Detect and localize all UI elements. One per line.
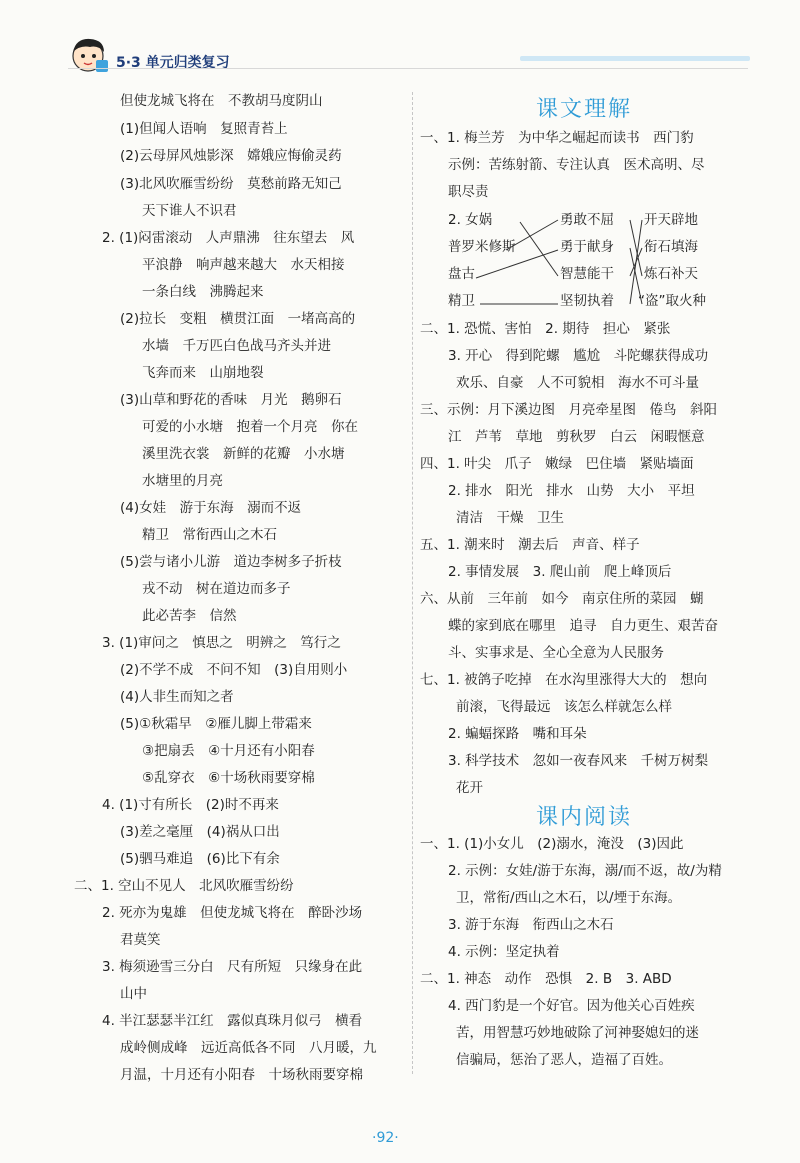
header-rule <box>68 68 748 69</box>
column-divider <box>412 92 413 1074</box>
answer-line: 天下谁人不识君 <box>142 203 237 219</box>
answer-line: (4)人非生而知之者 <box>120 689 234 705</box>
answer-line: 七、1. 被鸽子吃掉 在水沟里涨得大大的 想向 <box>420 672 708 688</box>
answer-line: 蝶的家到底在哪里 追寻 自力更生、艰苦奋 <box>448 618 718 634</box>
answer-line: 山中 <box>120 986 147 1002</box>
answer-line: 一、1. 梅兰芳 为中华之崛起而读书 西门豹 <box>420 130 694 146</box>
answer-line: (2)云母屏风烛影深 嫦娥应悔偷灵药 <box>120 148 342 164</box>
answer-line: 水塘里的月亮 <box>142 473 223 489</box>
answer-line: (2)拉长 变粗 横贯江面 一堵高高的 <box>120 311 356 327</box>
answer-line: 职尽责 <box>448 184 489 200</box>
match-left-item: 2. 女娲 <box>448 212 493 228</box>
answer-line: 3. 梅须逊雪三分白 尺有所短 只缘身在此 <box>102 959 363 975</box>
answer-line: 3. (1)审问之 慎思之 明辨之 笃行之 <box>102 635 341 651</box>
match-left-item: 盘古 <box>448 266 475 282</box>
answer-line: (3)差之毫厘 (4)祸从口出 <box>120 824 280 840</box>
answer-line: 斗、实事求是、全心全意为人民服务 <box>448 645 664 661</box>
answer-line: 溪里洗衣裳 新鲜的花瓣 小水塘 <box>142 446 345 462</box>
answer-line: 卫，常衔/西山之木石，以/堙于东海。 <box>456 890 682 906</box>
answer-line: 月温，十月还有小阳春 十场秋雨要穿棉 <box>120 1067 363 1083</box>
answer-line: 君莫笑 <box>120 932 161 948</box>
answer-line: 二、1. 恐慌、害怕 2. 期待 担心 紧张 <box>420 321 671 337</box>
answer-line: ⑤乱穿衣 ⑥十场秋雨要穿棉 <box>142 770 315 786</box>
answer-line: 信骗局，惩治了恶人，造福了百姓。 <box>456 1052 672 1068</box>
answer-line: (5)尝与诸小儿游 道边李树多子折枝 <box>120 554 342 570</box>
answer-line: 飞奔而来 山崩地裂 <box>142 365 264 381</box>
answer-line: 苦，用智慧巧妙地破除了河神娶媳妇的迷 <box>456 1025 699 1041</box>
match-left-item: 普罗米修斯 <box>448 239 516 255</box>
match-middle-item: 坚韧执着 <box>560 293 614 309</box>
answer-line: 2. 示例：女娃/游于东海，溺/而不返，故/为精 <box>448 863 722 879</box>
answer-line: 3. 科学技术 忽如一夜春风来 千树万树梨 <box>448 753 709 769</box>
answer-line: 示例：苦练射箭、专注认真 医术高明、尽 <box>448 157 705 173</box>
answer-line: 2. 死亦为鬼雄 但使龙城飞将在 醉卧沙场 <box>102 905 363 921</box>
answer-line: 3. 游于东海 衔西山之木石 <box>448 917 614 933</box>
answer-line: 二、1. 神态 动作 恐惧 2. B 3. ABD <box>420 971 672 987</box>
answer-line: 一、1. (1)小女儿 (2)溺水，淹没 (3)因此 <box>420 836 684 852</box>
answer-line: (3)山草和野花的香味 月光 鹅卵石 <box>120 392 342 408</box>
brand-title: 5·3 单元归类复习 <box>116 55 230 71</box>
answer-line: (3)北风吹雁雪纷纷 莫愁前路无知己 <box>120 176 342 192</box>
answer-line: 2. 事情发展 3. 爬山前 爬上峰顶后 <box>448 564 672 580</box>
answer-line: (5)驷马难追 (6)比下有余 <box>120 851 280 867</box>
answer-line: 2. 蝙蝠探路 嘴和耳朵 <box>448 726 587 742</box>
answer-line: 4. 半江瑟瑟半江红 露似真珠月似弓 横看 <box>102 1013 363 1029</box>
answer-line: (4)女娃 游于东海 溺而不返 <box>120 500 302 516</box>
match-right-item: 衔石填海 <box>644 239 698 255</box>
answer-line: 四、1. 叶尖 爪子 嫩绿 巴住墙 紧贴墙面 <box>420 456 694 472</box>
answer-line: 可爱的小水塘 抱着一个月亮 你在 <box>142 419 358 435</box>
answer-line: 4. 示例：坚定执着 <box>448 944 560 960</box>
match-right-item: 炼石补天 <box>644 266 698 282</box>
answer-line: 4. 西门豹是一个好官。因为他关心百姓疾 <box>448 998 695 1014</box>
answer-line: ③把扇丢 ④十月还有小阳春 <box>142 743 315 759</box>
answer-line: 平浪静 响声越来越大 水天相接 <box>142 257 345 273</box>
answer-line: 六、从前 三年前 如今 南京住所的菜园 蝴 <box>420 591 704 607</box>
answer-line: 4. (1)寸有所长 (2)时不再来 <box>102 797 279 813</box>
answer-line: 欢乐、自豪 人不可貌相 海水不可斗量 <box>456 375 699 391</box>
answer-line: 3. 开心 得到陀螺 尴尬 斗陀螺获得成功 <box>448 348 709 364</box>
answer-line: 前滚，飞得最远 该怎么样就怎么样 <box>456 699 672 715</box>
answer-line: 清洁 干燥 卫生 <box>456 510 564 526</box>
answer-line: (1)但闻人语响 复照青苔上 <box>120 121 288 137</box>
answer-line: 三、示例：月下溪边图 月亮牵星图 倦鸟 斜阳 <box>420 402 717 418</box>
answer-line: 成岭侧成峰 远近高低各不同 八月暖，九 <box>120 1040 377 1056</box>
answer-line: 水墙 千万匹白色战马齐头并进 <box>142 338 331 354</box>
section-title-in-class-reading: 课内阅读 <box>536 805 633 830</box>
answer-line: 江 芦苇 草地 剪秋罗 白云 闲暇惬意 <box>448 429 705 445</box>
answer-line: 戎不动 树在道边而多子 <box>142 581 291 597</box>
answer-line: 花开 <box>456 780 483 796</box>
answer-line: 二、1. 空山不见人 北风吹雁雪纷纷 <box>74 878 294 894</box>
answer-line: 2. 排水 阳光 排水 山势 大小 平坦 <box>448 483 695 499</box>
match-middle-item: 勇敢不屈 <box>560 212 614 228</box>
answer-line: 一条白线 沸腾起来 <box>142 284 264 300</box>
answer-line: 精卫 常衔西山之木石 <box>142 527 277 543</box>
match-right-item: 开天辟地 <box>644 212 698 228</box>
matching-lines <box>420 200 660 310</box>
match-middle-item: 勇于献身 <box>560 239 614 255</box>
answer-line: (5)①秋霜早 ②雁儿脚上带霜来 <box>120 716 312 732</box>
answer-line: (2)不学不成 不问不知 (3)自用则小 <box>120 662 348 678</box>
answer-line: 此必苦李 信然 <box>142 608 237 624</box>
answer-line: 五、1. 潮来时 潮去后 声音、样子 <box>420 537 640 553</box>
answer-line: 2. (1)闷雷滚动 人声鼎沸 往东望去 风 <box>102 230 355 246</box>
match-left-item: 精卫 <box>448 293 475 309</box>
header-bar <box>520 56 750 61</box>
page-number: ·92· <box>372 1130 399 1146</box>
match-right-item: “盗”取火种 <box>638 293 706 309</box>
answer-line: 但使龙城飞将在 不教胡马度阴山 <box>120 93 323 109</box>
section-title-text-understanding: 课文理解 <box>536 97 633 122</box>
match-middle-item: 智慧能干 <box>560 266 614 282</box>
